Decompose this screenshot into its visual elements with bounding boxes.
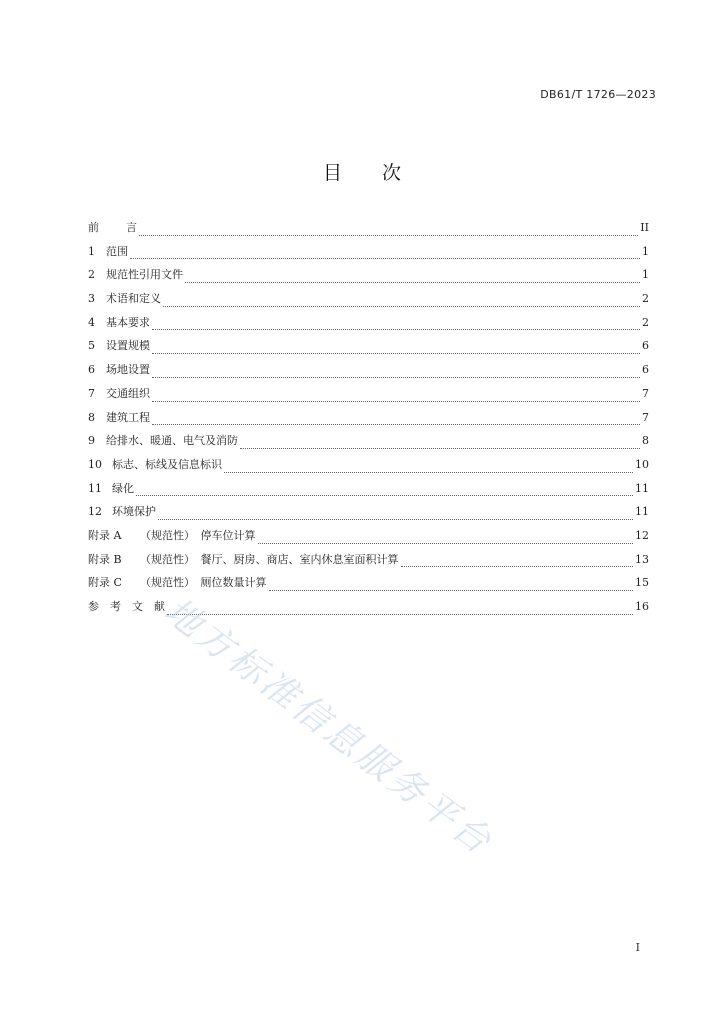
toc-entry-11[interactable] — [88, 477, 649, 501]
toc-entry-label: （规范性） 厕位数量计算 — [140, 576, 267, 590]
toc-entry-number: 前 — [88, 221, 99, 234]
toc-entry-label: 给排水、暖通、电气及消防 — [106, 434, 238, 448]
dot-leader — [401, 565, 634, 567]
dot-leader — [240, 447, 640, 449]
toc-entry-page: 11 — [635, 505, 649, 519]
title-char-2: 次 — [382, 162, 402, 184]
toc-entry-page: 6 — [642, 339, 649, 353]
dot-leader — [167, 613, 633, 615]
toc-entry-label: 基本要求 — [106, 315, 150, 329]
dot-leader — [136, 494, 633, 496]
toc-entry-number: 4 — [88, 315, 95, 329]
toc-entry-number: 附录 B — [88, 552, 122, 566]
title-char-1: 目 — [322, 162, 342, 184]
toc-entry-number: 7 — [88, 386, 95, 400]
toc-entry-label: 绿化 — [112, 481, 134, 495]
toc-entry-10[interactable] — [88, 453, 649, 477]
toc-entry-page: 12 — [635, 528, 649, 542]
toc-entry-number: 参 考 文 献 — [88, 600, 165, 613]
toc-entry-appendix-b[interactable] — [88, 548, 649, 572]
dot-leader — [269, 589, 634, 591]
toc-entry-number: 1 — [88, 244, 95, 258]
toc-entry-page: 1 — [642, 244, 649, 258]
page-number: I — [635, 941, 640, 954]
toc-entry-label: 范围 — [106, 244, 128, 258]
toc-entry-label: 言 — [126, 221, 137, 234]
dot-leader — [158, 518, 633, 520]
toc-entry-number: 6 — [88, 363, 95, 377]
page-title — [0, 158, 724, 185]
dot-leader — [130, 257, 640, 259]
dot-leader — [152, 352, 640, 354]
toc-entry-page: 2 — [642, 292, 649, 306]
toc-entry-4[interactable] — [88, 311, 649, 335]
toc-entry-page: 2 — [642, 315, 649, 329]
toc-entry-page: 10 — [635, 457, 649, 471]
toc-entry-references[interactable] — [88, 595, 649, 619]
toc-entry-number: 11 — [88, 481, 102, 495]
toc-entry-1[interactable] — [88, 240, 649, 264]
toc-entry-appendix-a[interactable] — [88, 524, 649, 548]
toc-entry-label: 环境保护 — [112, 505, 156, 519]
watermark-text: 地方标准信息服务平台 — [156, 590, 501, 864]
dot-leader — [152, 376, 640, 378]
toc-entry-number: 5 — [88, 339, 95, 353]
standard-code: DB61/T 1726—2023 — [540, 88, 656, 101]
toc-entry-number: 3 — [88, 292, 95, 306]
dot-leader — [224, 471, 633, 473]
toc-entry-page: 8 — [642, 434, 649, 448]
dot-leader — [163, 305, 640, 307]
toc-entry-page: 7 — [642, 410, 649, 424]
toc-entry-page: II — [640, 221, 649, 234]
dot-leader — [258, 542, 634, 544]
toc-entry-page: 16 — [635, 600, 649, 613]
toc-entry-label: 场地设置 — [106, 363, 150, 377]
toc-entry-7[interactable] — [88, 382, 649, 406]
toc-entry-page: 7 — [642, 386, 649, 400]
toc-entry-page: 11 — [635, 481, 649, 495]
toc-entry-number: 2 — [88, 268, 95, 282]
toc-entry-number: 8 — [88, 410, 95, 424]
dot-leader — [152, 423, 640, 425]
toc-entry-number: 9 — [88, 434, 95, 448]
toc-entry-appendix-c[interactable] — [88, 571, 649, 595]
toc-entry-label: 术语和定义 — [106, 292, 161, 306]
toc-entry-label: 规范性引用文件 — [106, 268, 183, 282]
toc-entry-2[interactable] — [88, 263, 649, 287]
toc-entry-9[interactable] — [88, 429, 649, 453]
toc-entry-label: 交通组织 — [106, 386, 150, 400]
dot-leader — [139, 234, 638, 236]
toc-entry-label: 设置规模 — [106, 339, 150, 353]
toc-entry-number: 12 — [88, 505, 102, 519]
toc-entry-page: 6 — [642, 363, 649, 377]
toc-entry-label: 建筑工程 — [106, 410, 150, 424]
dot-leader — [185, 281, 640, 283]
toc-entry-number: 附录 C — [88, 576, 122, 590]
dot-leader — [152, 328, 640, 330]
toc-entry-number: 10 — [88, 457, 102, 471]
toc-entry-page: 15 — [635, 576, 649, 590]
toc-entry-number: 附录 A — [88, 528, 122, 542]
toc-entry-12[interactable] — [88, 500, 649, 524]
dot-leader — [152, 400, 640, 402]
toc-entry-label: 标志、标线及信息标识 — [112, 457, 222, 471]
toc-entry-label: （规范性） 停车位计算 — [140, 528, 256, 542]
table-of-contents — [88, 216, 649, 619]
toc-entry-page: 13 — [635, 552, 649, 566]
toc-entry-label: （规范性） 餐厅、厨房、商店、室内休息室面积计算 — [140, 552, 399, 566]
toc-entry-3[interactable] — [88, 287, 649, 311]
toc-entry-6[interactable] — [88, 358, 649, 382]
toc-entry-page: 1 — [642, 268, 649, 282]
toc-entry-foreword[interactable] — [88, 216, 649, 240]
toc-entry-8[interactable] — [88, 406, 649, 430]
toc-entry-5[interactable] — [88, 334, 649, 358]
